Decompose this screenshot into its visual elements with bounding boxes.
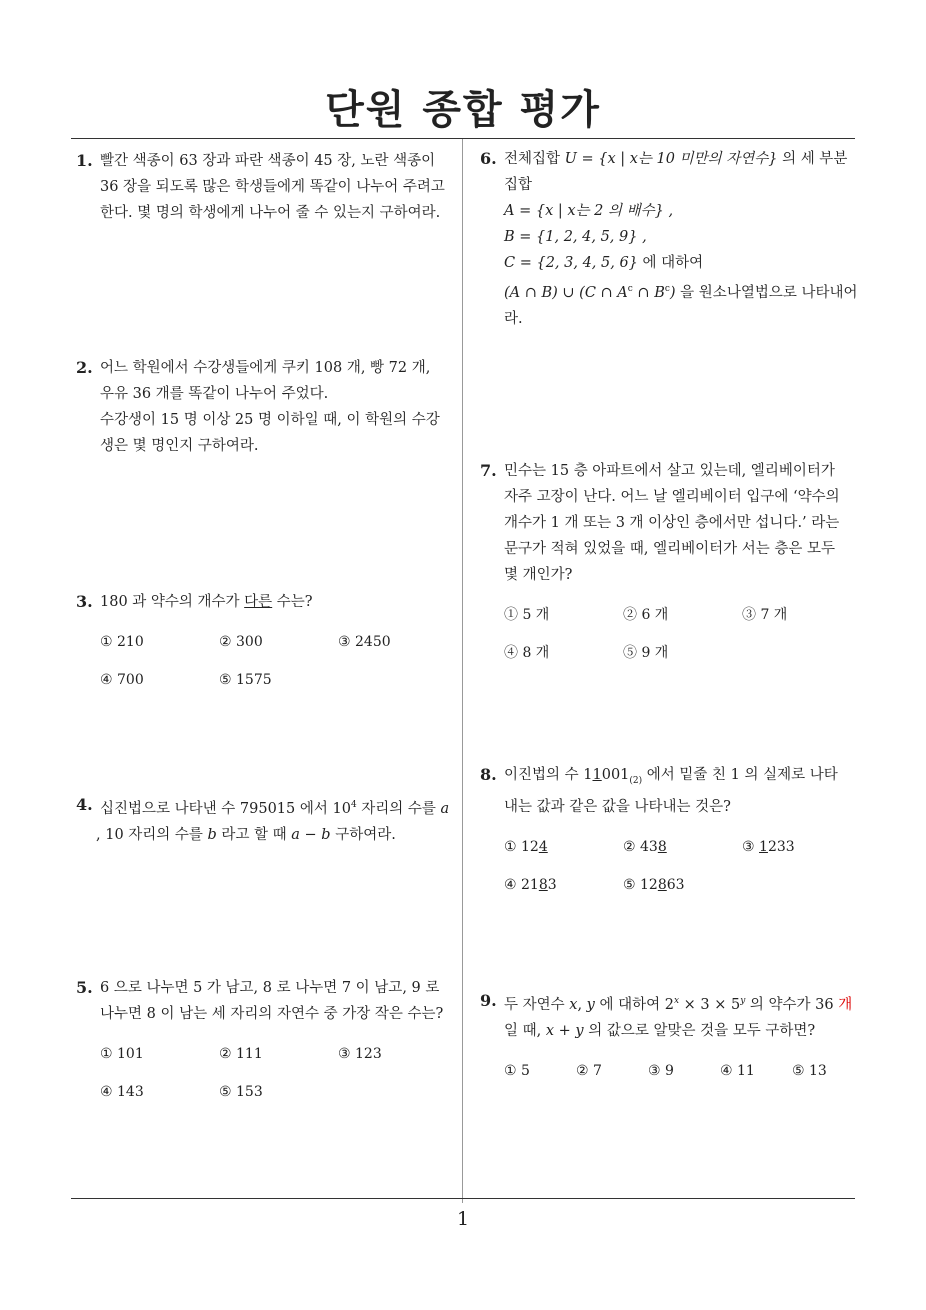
question-number: 4. bbox=[76, 795, 93, 814]
question-text: 개수가 1 개 또는 3 개 이상인 층에서만 섭니다.’ 라는 bbox=[504, 515, 840, 531]
answer-options bbox=[504, 1058, 860, 1096]
option-4[interactable]: ④ 700 bbox=[100, 672, 144, 688]
question-1 bbox=[76, 148, 460, 226]
option-1[interactable]: ① 5 개 bbox=[504, 607, 550, 623]
underlined-word: 다른 bbox=[244, 594, 273, 610]
question-text: (A ∩ B) ∪ (C ∩ $A^c$ ∩ $B^c$) 을 원소나열법으로 나타내어 bbox=[504, 284, 858, 301]
question-3 bbox=[76, 589, 460, 705]
option-2[interactable]: ② 111 bbox=[219, 1046, 263, 1062]
page-title: 단원 종합 평가 bbox=[325, 87, 601, 133]
question-text: 전체집합 U = {x | x는 10 미만의 자연수} 의 세 부분 bbox=[504, 151, 848, 167]
option-1[interactable]: ① 210 bbox=[100, 634, 144, 650]
question-text: 이진법의 수 $11001_{(2)}$ 에서 밑줄 친 1 의 실제로 나타 bbox=[504, 767, 838, 786]
option-2[interactable]: ② 6 개 bbox=[623, 607, 669, 623]
question-text: 수강생이 15 명 이상 25 명 이하일 때, 이 학원의 수강 bbox=[100, 412, 440, 428]
option-1[interactable]: ① 101 bbox=[100, 1046, 144, 1062]
answer-options bbox=[504, 834, 860, 910]
option-2[interactable]: ② 7 bbox=[576, 1062, 602, 1079]
question-text: 몇 개인가? bbox=[504, 567, 573, 583]
answer-options bbox=[504, 602, 860, 678]
question-7 bbox=[480, 458, 860, 678]
question-4 bbox=[76, 792, 460, 848]
question-text: 자주 고장이 난다. 어느 날 엘리베이터 입구에 ‘약수의 bbox=[504, 489, 840, 505]
question-number: 1. bbox=[76, 151, 93, 170]
question-5 bbox=[76, 975, 460, 1117]
question-text: 우유 36 개를 똑같이 나누어 주었다. bbox=[100, 386, 329, 402]
question-text: 빨간 색종이 63 장과 파란 색종이 45 장, 노란 색종이 bbox=[100, 153, 436, 169]
question-text: 두 자연수 x, y 에 대하여 $2^x \times 3 \times 5^y$ 의 약수가 36 개 bbox=[504, 996, 853, 1013]
set-a: A = {x | x는 2 의 배수} , bbox=[504, 203, 674, 219]
question-text: 어느 학원에서 수강생들에게 쿠키 108 개, 빵 72 개, bbox=[100, 360, 431, 376]
question-text: 생은 몇 명인지 구하여라. bbox=[100, 438, 259, 454]
option-5[interactable]: ⑤ 13 bbox=[792, 1062, 827, 1079]
page-number: 1 bbox=[456, 1208, 470, 1230]
question-text: 36 장을 되도록 많은 학생들에게 똑같이 나누어 주려고 bbox=[100, 179, 445, 195]
question-text: 6 으로 나누면 5 가 남고, 8 로 나누면 7 이 남고, 9 로 bbox=[100, 980, 440, 996]
option-5[interactable]: ⑤ 1575 bbox=[219, 672, 272, 688]
question-text: 내는 값과 같은 값을 나타내는 것은? bbox=[504, 798, 731, 815]
question-text: 라. bbox=[504, 310, 523, 327]
option-1[interactable]: ① 124 bbox=[504, 838, 548, 855]
question-text: 나누면 8 이 남는 세 자리의 자연수 중 가장 작은 수는? bbox=[100, 1006, 444, 1022]
question-number: 6. bbox=[480, 149, 497, 168]
question-number: 7. bbox=[480, 461, 497, 480]
question-number: 8. bbox=[480, 765, 497, 784]
question-text: 한다. 몇 명의 학생에게 나누어 줄 수 있는지 구하여라. bbox=[100, 205, 441, 221]
question-number: 9. bbox=[480, 991, 497, 1010]
top-rule bbox=[71, 138, 855, 139]
option-5[interactable]: ⑤ 9 개 bbox=[623, 645, 669, 661]
option-2[interactable]: ② 300 bbox=[219, 634, 263, 650]
question-text: 민수는 15 층 아파트에서 살고 있는데, 엘리베이터가 bbox=[504, 463, 835, 479]
question-2 bbox=[76, 355, 460, 459]
answer-options bbox=[100, 1041, 460, 1117]
question-9 bbox=[480, 988, 860, 1096]
option-3[interactable]: ③ 7 개 bbox=[742, 607, 788, 623]
question-text: 180 과 약수의 개수가 다른 수는? bbox=[100, 594, 313, 610]
option-4[interactable]: ④ 143 bbox=[100, 1084, 144, 1100]
question-number: 2. bbox=[76, 358, 93, 377]
set-b: B = {1, 2, 4, 5, 9} , bbox=[504, 229, 647, 245]
question-number: 5. bbox=[76, 978, 93, 997]
option-3[interactable]: ③ 9 bbox=[648, 1062, 674, 1079]
option-5[interactable]: ⑤ 153 bbox=[219, 1084, 263, 1100]
question-text: 집합 bbox=[504, 177, 533, 193]
option-3[interactable]: ③ 1233 bbox=[742, 838, 795, 855]
option-3[interactable]: ③ 123 bbox=[338, 1046, 382, 1062]
bottom-rule bbox=[71, 1198, 855, 1199]
column-divider bbox=[462, 139, 463, 1203]
question-8 bbox=[480, 762, 860, 910]
option-2[interactable]: ② 438 bbox=[623, 838, 667, 855]
question-number: 3. bbox=[76, 592, 93, 611]
question-text: , 10 자리의 수를 b 라고 할 때 a − b 구하여라. bbox=[96, 826, 396, 843]
option-4[interactable]: ④ 11 bbox=[720, 1062, 755, 1079]
question-text: 일 때, x + y 의 값으로 알맞은 것을 모두 구하면? bbox=[504, 1022, 816, 1039]
option-4[interactable]: ④ 2183 bbox=[504, 876, 557, 893]
set-c: C = {2, 3, 4, 5, 6} 에 대하여 bbox=[504, 255, 704, 271]
answer-options bbox=[100, 629, 460, 705]
option-4[interactable]: ④ 8 개 bbox=[504, 645, 550, 661]
option-3[interactable]: ③ 2450 bbox=[338, 634, 391, 650]
question-text: 문구가 적혀 있었을 때, 엘리베이터가 서는 층은 모두 bbox=[504, 541, 836, 557]
option-5[interactable]: ⑤ 12863 bbox=[623, 876, 685, 893]
question-6 bbox=[480, 146, 860, 332]
option-1[interactable]: ① 5 bbox=[504, 1062, 530, 1079]
question-text: 십진법으로 나타낸 수 795015 에서 $10^4$ 자리의 수를 a bbox=[100, 800, 450, 817]
